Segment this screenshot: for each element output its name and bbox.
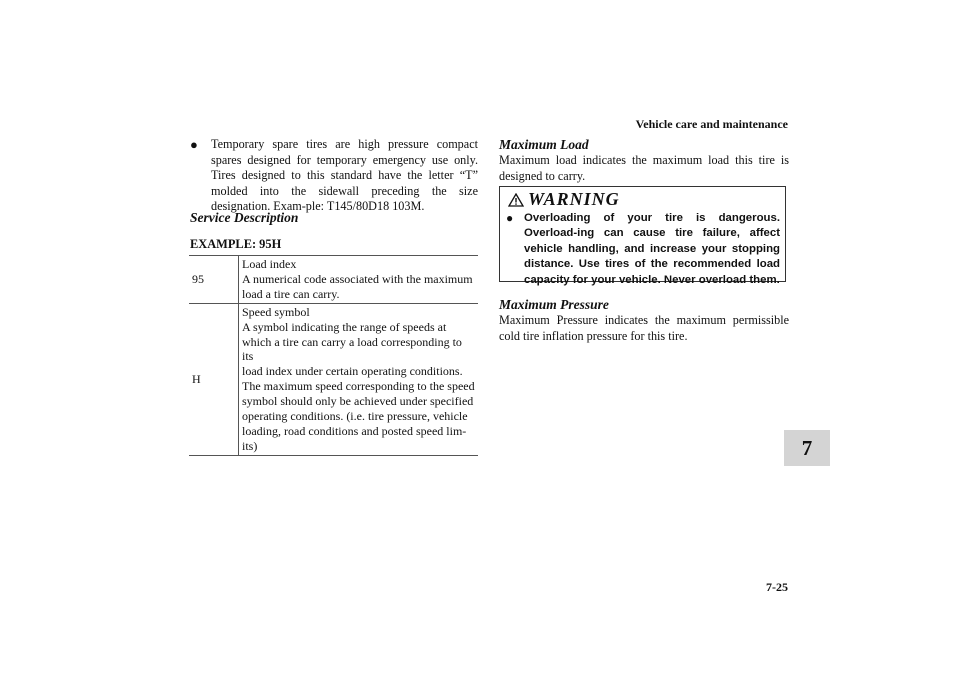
max-load-section <box>499 137 789 184</box>
service-description-table <box>189 255 478 456</box>
table-desc-cell <box>239 303 479 455</box>
table-code-cell: H <box>189 303 239 455</box>
desc-line: its) <box>242 438 258 453</box>
warning-triangle-icon <box>508 193 524 207</box>
warning-header <box>508 189 620 210</box>
max-pressure-text: Maximum Pressure indicates the maximum permissible cold tire inflation pressure for this tire. <box>499 313 789 343</box>
warning-text: Overloading of your tire is dangerous. Overload-ing can cause tire failure, affect vehicle handling, and increase your stopping distance. Use tires of the recommended load capacity for your vehicle. Never overload them. <box>524 212 780 286</box>
warning-body <box>506 211 780 288</box>
desc-line: A symbol indicating the range of speeds at <box>242 319 447 334</box>
max-load-text: Maximum load indicates the maximum load this tire is designed to carry. <box>499 153 789 183</box>
desc-line: load index under certain operating conditions. <box>242 364 463 379</box>
table-desc-cell <box>239 256 479 304</box>
service-description-title: Service Description <box>190 210 299 225</box>
table-row <box>189 303 478 455</box>
spare-tire-note <box>190 137 478 215</box>
table-code-cell: 95 <box>189 256 239 304</box>
max-pressure-title: Maximum Pressure <box>499 297 609 312</box>
desc-line: Speed symbol <box>242 304 310 319</box>
desc-line: operating conditions. (i.e. tire pressure, vehicle <box>242 409 468 424</box>
table-row <box>189 256 478 304</box>
chapter-tab: 7 <box>784 430 830 466</box>
warning-title: WARNING <box>528 189 620 209</box>
max-load-title: Maximum Load <box>499 137 589 152</box>
desc-line: The maximum speed corresponding to the speed <box>242 379 475 394</box>
desc-line: loading, road conditions and posted speed lim- <box>242 423 467 438</box>
desc-line: symbol should only be achieved under specified <box>242 394 474 409</box>
page-number: 7-25 <box>766 580 788 594</box>
desc-line: which a tire can carry a load corresponding to its <box>242 334 462 364</box>
warning-box <box>499 186 786 286</box>
spare-tire-text: Temporary spare tires are high pressure compact spares designed for temporary emergency use only. Tires designed to this standard have the letter “T” molded into the sidewall preceding the size designation. Exam-ple: T145/80D18 103M. <box>211 137 478 214</box>
bullet-icon: ● <box>506 211 514 225</box>
example-label: EXAMPLE: 95H <box>190 237 282 251</box>
desc-line: Load index <box>242 257 297 271</box>
desc-line: A numerical code associated with the maximum <box>242 271 473 286</box>
chapter-header: Vehicle care and maintenance <box>635 117 788 131</box>
desc-line: load a tire can carry. <box>242 286 340 301</box>
max-pressure-section <box>499 297 789 344</box>
bullet-icon: ● <box>190 137 198 152</box>
